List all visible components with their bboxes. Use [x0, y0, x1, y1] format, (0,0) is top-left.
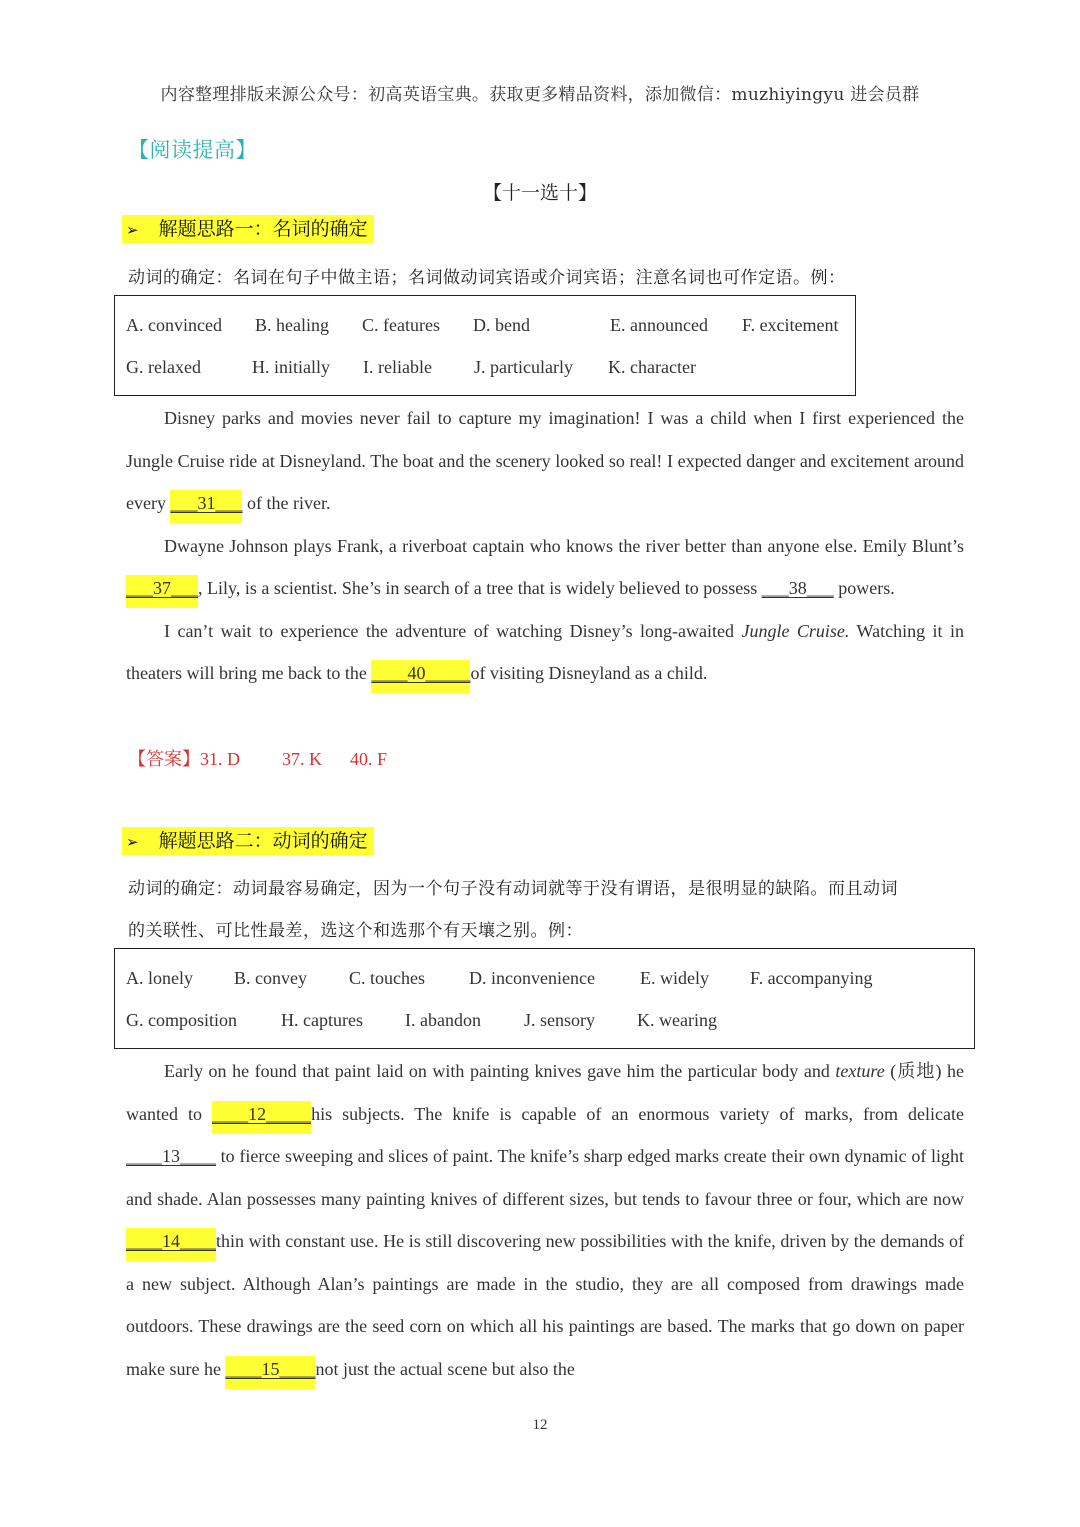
option: A. convinced: [126, 315, 222, 335]
blank-14: ____14____: [126, 1228, 216, 1261]
blank-13: ____13____: [126, 1146, 216, 1166]
option: K. wearing: [637, 1010, 717, 1030]
passage-paragraph: I can’t wait to experience the adventure of watching Disney’s long-awaited Jungle Cruise. Watching it in theaters will bring me back to the ____40_____of visiting Disneyland as a child.: [126, 610, 964, 695]
part2-options-box: [114, 948, 975, 1049]
option: J. sensory: [524, 1010, 595, 1030]
option: E. announced: [610, 315, 708, 335]
page-header: 内容整理排版来源公众号：初高英语宝典。获取更多精品资料，添加微信：muzhiyingyu 进会员群: [160, 85, 920, 105]
option: H. captures: [281, 1010, 363, 1030]
part2-passage: [126, 1050, 964, 1390]
part1-heading-text: 解题思路一：名词的确定: [158, 218, 368, 240]
page-number: 12: [532, 1417, 548, 1433]
blank-38: ___38___: [761, 578, 834, 598]
option: F. accompanying: [750, 968, 873, 988]
blank-40: ____40_____: [371, 660, 470, 693]
option: H. initially: [252, 357, 330, 377]
answer-item: 31. D: [200, 749, 240, 769]
option: D. inconvenience: [469, 968, 595, 988]
option: A. lonely: [126, 968, 193, 988]
exercise-type-title: 【十一选十】: [482, 182, 597, 204]
part1-description: 动词的确定：名词在句子中做主语；名词做动词宾语或介词宾语；注意名词也可作定语。例：: [128, 268, 846, 288]
part1-options-box: [114, 295, 856, 396]
part2-heading: [122, 826, 374, 853]
blank-31: ___31___: [170, 490, 242, 523]
passage-paragraph: Early on he found that paint laid on with painting knives gave him the particular body and texture (质地) he wanted to ____12_____his subjects. The knife is capable of an enormous variety of marks, from delicate ____13____ to fierce sweeping and slices of paint. The knife’s sharp edged marks create their own dynamic of light and shade. Alan possesses many painting knives of different sizes, but tends to favour three or four, which are now ____14____thin with constant use. He is still discovering new possibilities with the knife, driven by the demands of a new subject. Although Alan’s paintings are made in the studio, they are all composed from drawings made outdoors. These drawings are the seed corn on which all his paintings are based. The marks that go down on paper make sure he ____15____not just the actual scene but also the: [126, 1050, 964, 1390]
part1-heading: [122, 214, 374, 241]
answer-item: 37. K: [282, 749, 322, 769]
part1-passage: [126, 397, 964, 695]
part2-heading-text: 解题思路二：动词的确定: [158, 830, 368, 852]
option: E. widely: [640, 968, 709, 988]
part2-description-line1: 动词的确定：动词最容易确定，因为一个句子没有动词就等于没有谓语，是很明显的缺陷。而且动词: [128, 879, 898, 899]
option: K. character: [608, 357, 696, 377]
option: C. touches: [349, 968, 425, 988]
option: I. abandon: [405, 1010, 481, 1030]
option: J. particularly: [474, 357, 573, 377]
option: B. convey: [234, 968, 307, 988]
blank-15: ____15____: [225, 1356, 315, 1389]
part2-description-line2: 的关联性、可比性最差，选这个和选那个有天壤之别。例：: [128, 921, 583, 941]
passage-paragraph: Dwayne Johnson plays Frank, a riverboat captain who knows the river better than anyone else. Emily Blunt’s ___37___, Lily, is a scientist. She’s in search of a tree that is widely believed to possess ___38___ powers.: [126, 525, 964, 610]
option: G. relaxed: [126, 357, 201, 377]
option: F. excitement: [742, 315, 839, 335]
answer-item: 40. F: [350, 749, 388, 769]
option: I. reliable: [363, 357, 432, 377]
option: B. healing: [255, 315, 329, 335]
option: D. bend: [473, 315, 530, 335]
blank-12: ____12_____: [212, 1101, 311, 1134]
arrow-bullet-icon: ➢: [126, 221, 139, 239]
option: C. features: [362, 315, 440, 335]
answer-label: 【答案】: [128, 749, 200, 770]
option: G. composition: [126, 1010, 237, 1030]
section-title: 【阅读提高】: [128, 138, 257, 162]
passage-paragraph: Disney parks and movies never fail to capture my imagination! I was a child when I first experienced the Jungle Cruise ride at Disneyland. The boat and the scenery looked so real! I expected danger and excitement around every ___31___ of the river.: [126, 397, 964, 525]
arrow-bullet-icon: ➢: [126, 833, 139, 851]
blank-37: ___37___: [126, 575, 198, 608]
answer-key: [128, 745, 387, 771]
